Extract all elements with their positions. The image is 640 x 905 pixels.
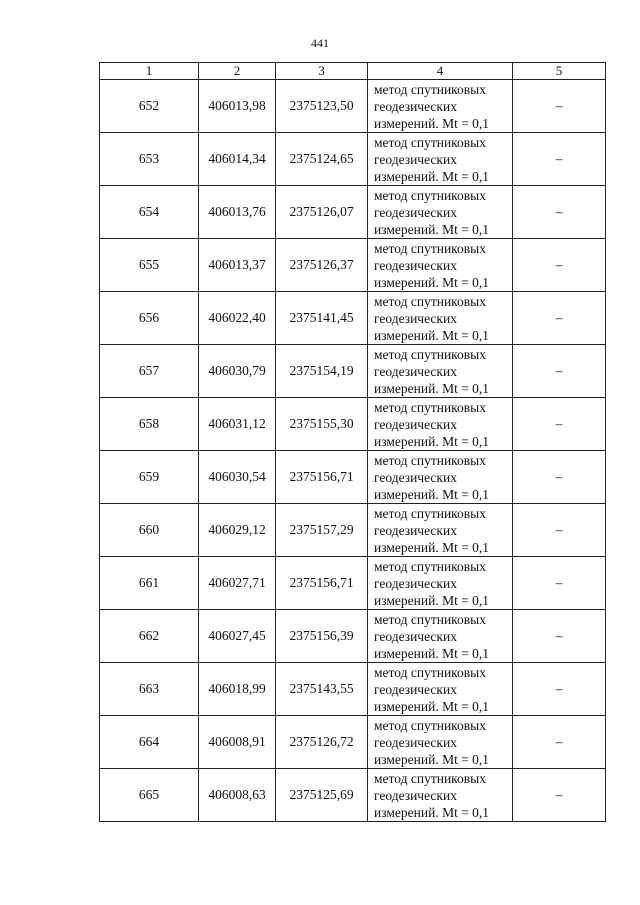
method-text-line: метод спутниковых — [374, 187, 486, 203]
method-text-line: геодезических — [374, 628, 457, 644]
table-row — [100, 133, 606, 186]
method-text-line: метод спутниковых — [374, 240, 486, 256]
note-cell — [513, 345, 606, 398]
y-coordinate-cell: 2375157,29 — [276, 504, 368, 557]
method-text-line: метод спутниковых — [374, 134, 486, 150]
note-cell — [513, 716, 606, 769]
method-text-line: геодезических — [374, 310, 457, 326]
method-text-line: метод спутниковых — [374, 664, 486, 680]
y-coordinate-cell: 2375156,71 — [276, 557, 368, 610]
table-body — [100, 80, 606, 822]
point-number-cell: 664 — [100, 716, 199, 769]
point-number-cell: 658 — [100, 398, 199, 451]
method-text-line: метод спутниковых — [374, 611, 486, 627]
dash-mark: – — [555, 416, 563, 431]
y-coordinate-cell: 2375156,71 — [276, 451, 368, 504]
point-number-cell: 653 — [100, 133, 199, 186]
x-coordinate-cell: 406030,79 — [199, 345, 276, 398]
y-coordinate-cell: 2375126,72 — [276, 716, 368, 769]
dash-mark: – — [555, 363, 563, 378]
point-number-cell: 660 — [100, 504, 199, 557]
method-text-line: геодезических — [374, 575, 457, 591]
table-row — [100, 557, 606, 610]
column-header-4: 4 — [368, 63, 513, 80]
y-coordinate-cell: 2375155,30 — [276, 398, 368, 451]
method-text-line: геодезических — [374, 98, 457, 114]
table-row — [100, 292, 606, 345]
method-cell — [368, 610, 513, 663]
point-number-cell: 661 — [100, 557, 199, 610]
point-number-cell: 652 — [100, 80, 199, 133]
dash-mark: – — [555, 628, 563, 643]
table-row — [100, 80, 606, 133]
note-cell — [513, 610, 606, 663]
method-text-line: геодезических — [374, 681, 457, 697]
method-text-line: измерений. Mt = 0,1 — [374, 221, 490, 237]
method-text-line: метод спутниковых — [374, 293, 486, 309]
method-text-line: метод спутниковых — [374, 346, 486, 362]
y-coordinate-cell: 2375124,65 — [276, 133, 368, 186]
method-cell — [368, 239, 513, 292]
method-text-line: метод спутниковых — [374, 717, 486, 733]
y-coordinate-cell: 2375156,39 — [276, 610, 368, 663]
table-row — [100, 345, 606, 398]
table-row — [100, 769, 606, 822]
method-text-line: метод спутниковых — [374, 399, 486, 415]
note-cell — [513, 133, 606, 186]
method-cell — [368, 186, 513, 239]
method-text-line: геодезических — [374, 469, 457, 485]
x-coordinate-cell: 406014,34 — [199, 133, 276, 186]
point-number-cell: 654 — [100, 186, 199, 239]
x-coordinate-cell: 406008,91 — [199, 716, 276, 769]
column-header-2: 2 — [199, 63, 276, 80]
point-number-cell: 662 — [100, 610, 199, 663]
method-text-line: геодезических — [374, 416, 457, 432]
method-text-line: геодезических — [374, 522, 457, 538]
dash-mark: – — [555, 257, 563, 272]
method-text-line: измерений. Mt = 0,1 — [374, 751, 490, 767]
y-coordinate-cell: 2375141,45 — [276, 292, 368, 345]
method-text-line: геодезических — [374, 204, 457, 220]
table-row — [100, 186, 606, 239]
method-text-line: геодезических — [374, 151, 457, 167]
note-cell — [513, 398, 606, 451]
method-text-line: измерений. Mt = 0,1 — [374, 168, 490, 184]
note-cell — [513, 769, 606, 822]
method-cell — [368, 504, 513, 557]
point-number-cell: 665 — [100, 769, 199, 822]
method-cell — [368, 716, 513, 769]
dash-mark: – — [555, 681, 563, 696]
y-coordinate-cell: 2375123,50 — [276, 80, 368, 133]
method-cell — [368, 663, 513, 716]
method-cell — [368, 345, 513, 398]
dash-mark: – — [555, 204, 563, 219]
method-text-line: измерений. Mt = 0,1 — [374, 592, 490, 608]
method-text-line: измерений. Mt = 0,1 — [374, 804, 490, 820]
coordinates-table — [99, 62, 606, 822]
method-text-line: измерений. Mt = 0,1 — [374, 645, 490, 661]
x-coordinate-cell: 406022,40 — [199, 292, 276, 345]
dash-mark: – — [555, 522, 563, 537]
method-text-line: геодезических — [374, 734, 457, 750]
table-row — [100, 716, 606, 769]
note-cell — [513, 292, 606, 345]
method-text-line: измерений. Mt = 0,1 — [374, 433, 490, 449]
method-text-line: метод спутниковых — [374, 505, 486, 521]
dash-mark: – — [555, 734, 563, 749]
point-number-cell: 659 — [100, 451, 199, 504]
method-cell — [368, 292, 513, 345]
y-coordinate-cell: 2375126,07 — [276, 186, 368, 239]
method-text-line: метод спутниковых — [374, 558, 486, 574]
x-coordinate-cell: 406013,37 — [199, 239, 276, 292]
method-text-line: измерений. Mt = 0,1 — [374, 115, 490, 131]
note-cell — [513, 663, 606, 716]
x-coordinate-cell: 406027,71 — [199, 557, 276, 610]
table-row — [100, 504, 606, 557]
column-header-3: 3 — [276, 63, 368, 80]
x-coordinate-cell: 406018,99 — [199, 663, 276, 716]
dash-mark: – — [555, 98, 563, 113]
x-coordinate-cell: 406029,12 — [199, 504, 276, 557]
y-coordinate-cell: 2375125,69 — [276, 769, 368, 822]
method-text-line: геодезических — [374, 787, 457, 803]
method-cell — [368, 80, 513, 133]
point-number-cell: 657 — [100, 345, 199, 398]
dash-mark: – — [555, 575, 563, 590]
table-row — [100, 239, 606, 292]
method-text-line: метод спутниковых — [374, 452, 486, 468]
page-number: 441 — [311, 36, 329, 50]
x-coordinate-cell: 406008,63 — [199, 769, 276, 822]
method-text-line: измерений. Mt = 0,1 — [374, 274, 490, 290]
method-cell — [368, 398, 513, 451]
method-text-line: измерений. Mt = 0,1 — [374, 539, 490, 555]
method-text-line: измерений. Mt = 0,1 — [374, 698, 490, 714]
method-cell — [368, 769, 513, 822]
y-coordinate-cell: 2375154,19 — [276, 345, 368, 398]
method-text-line: геодезических — [374, 257, 457, 273]
note-cell — [513, 186, 606, 239]
x-coordinate-cell: 406031,12 — [199, 398, 276, 451]
method-text-line: измерений. Mt = 0,1 — [374, 327, 490, 343]
x-coordinate-cell: 406013,98 — [199, 80, 276, 133]
x-coordinate-cell: 406027,45 — [199, 610, 276, 663]
table-row — [100, 398, 606, 451]
header-row — [100, 63, 606, 80]
x-coordinate-cell: 406013,76 — [199, 186, 276, 239]
method-text-line: метод спутниковых — [374, 770, 486, 786]
dash-mark: – — [555, 787, 563, 802]
method-text-line: метод спутниковых — [374, 81, 486, 97]
point-number-cell: 656 — [100, 292, 199, 345]
dash-mark: – — [555, 310, 563, 325]
note-cell — [513, 80, 606, 133]
point-number-cell: 663 — [100, 663, 199, 716]
method-cell — [368, 133, 513, 186]
method-cell — [368, 557, 513, 610]
method-text-line: измерений. Mt = 0,1 — [374, 486, 490, 502]
note-cell — [513, 557, 606, 610]
note-cell — [513, 239, 606, 292]
y-coordinate-cell: 2375143,55 — [276, 663, 368, 716]
x-coordinate-cell: 406030,54 — [199, 451, 276, 504]
dash-mark: – — [555, 469, 563, 484]
method-cell — [368, 451, 513, 504]
point-number-cell: 655 — [100, 239, 199, 292]
method-text-line: измерений. Mt = 0,1 — [374, 380, 490, 396]
table-row — [100, 610, 606, 663]
note-cell — [513, 504, 606, 557]
y-coordinate-cell: 2375126,37 — [276, 239, 368, 292]
note-cell — [513, 451, 606, 504]
method-text-line: геодезических — [374, 363, 457, 379]
table-row — [100, 663, 606, 716]
table-row — [100, 451, 606, 504]
column-header-1: 1 — [100, 63, 199, 80]
table-header — [100, 63, 606, 80]
dash-mark: – — [555, 151, 563, 166]
column-header-5: 5 — [513, 63, 606, 80]
